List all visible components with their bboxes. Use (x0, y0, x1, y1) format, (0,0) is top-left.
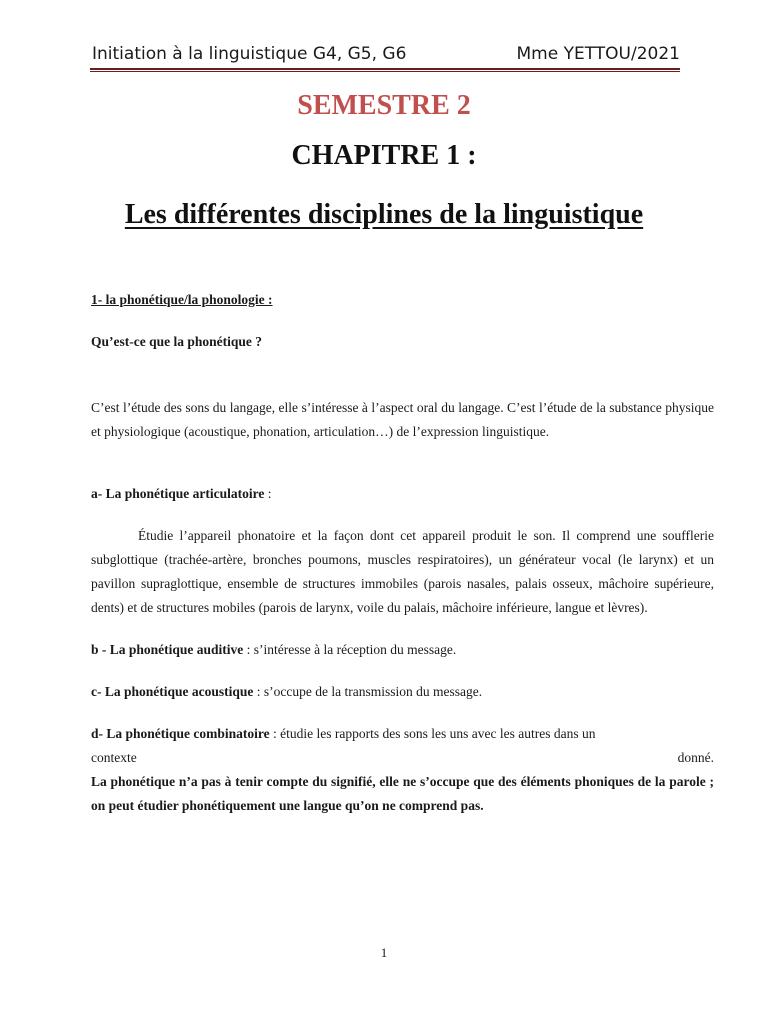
page-number: 1 (380, 945, 388, 960)
chapter-heading: CHAPITRE 1 : (291, 140, 477, 171)
item-d (91, 722, 714, 746)
item-b-text: : s’intéresse à la réception du message. (243, 642, 457, 657)
document-body (91, 288, 714, 818)
item-c-label: c- La phonétique acoustique (91, 684, 254, 699)
item-b (91, 638, 714, 662)
semester-heading: SEMESTRE 2 (297, 90, 471, 121)
header-course-title: Initiation à la linguistique G4, G5, G6 (92, 44, 407, 64)
chapter-title: Les différentes disciplines de la linguistique (124, 199, 644, 230)
item-c-text: : s’occupe de la transmission du message. (253, 684, 483, 699)
header-author: Mme YETTOU/2021 (516, 44, 680, 64)
conclusion-paragraph: La phonétique n’a pas à tenir compte du signifié, elle ne s’occupe que des éléments phoniques de la parole ; on peut étudier phonétiquement une langue qu’on ne comprend pas. (91, 774, 714, 813)
header-divider (90, 68, 680, 72)
item-d-label: d- La phonétique combinatoire (91, 726, 270, 741)
item-d-continuation (91, 746, 714, 770)
section-question: Qu’est-ce que la phonétique ? (91, 334, 263, 349)
item-d-text: : étudie les rapports des sons les uns avec les autres dans un (269, 726, 596, 741)
item-c (91, 680, 714, 704)
item-a-paragraph: Étudie l’appareil phonatoire et la façon dont cet appareil produit le son. Il comprend une soufflerie subglottique (trachée-artère, bronches poumons, muscles respiratoires), un générateur vocal (le larynx) et un pavillon supraglottique, ensemble de structures immobiles (parois nasales, palais osseux, mâchoire supérieure, dents) et de structures mobiles (parois de larynx, voile du palais, mâchoire inférieure, langue et lèvres). (91, 528, 714, 615)
page-header (92, 44, 680, 68)
item-d-donne: donné. (677, 750, 714, 765)
item-a-suffix: : (264, 486, 272, 501)
item-a-heading (91, 482, 714, 506)
definition-paragraph: C’est l’étude des sons du langage, elle s’intéresse à l’aspect oral du langage. C’est l’étude de la substance physique et physiologique (acoustique, phonation, articulation…) de l’expression linguistique. (91, 400, 714, 439)
item-b-label: b - La phonétique auditive (91, 642, 244, 657)
item-a-label: a- La phonétique articulatoire (91, 486, 265, 501)
section-heading: 1- la phonétique/la phonologie : (91, 292, 273, 307)
item-d-contexte: contexte (91, 750, 137, 765)
